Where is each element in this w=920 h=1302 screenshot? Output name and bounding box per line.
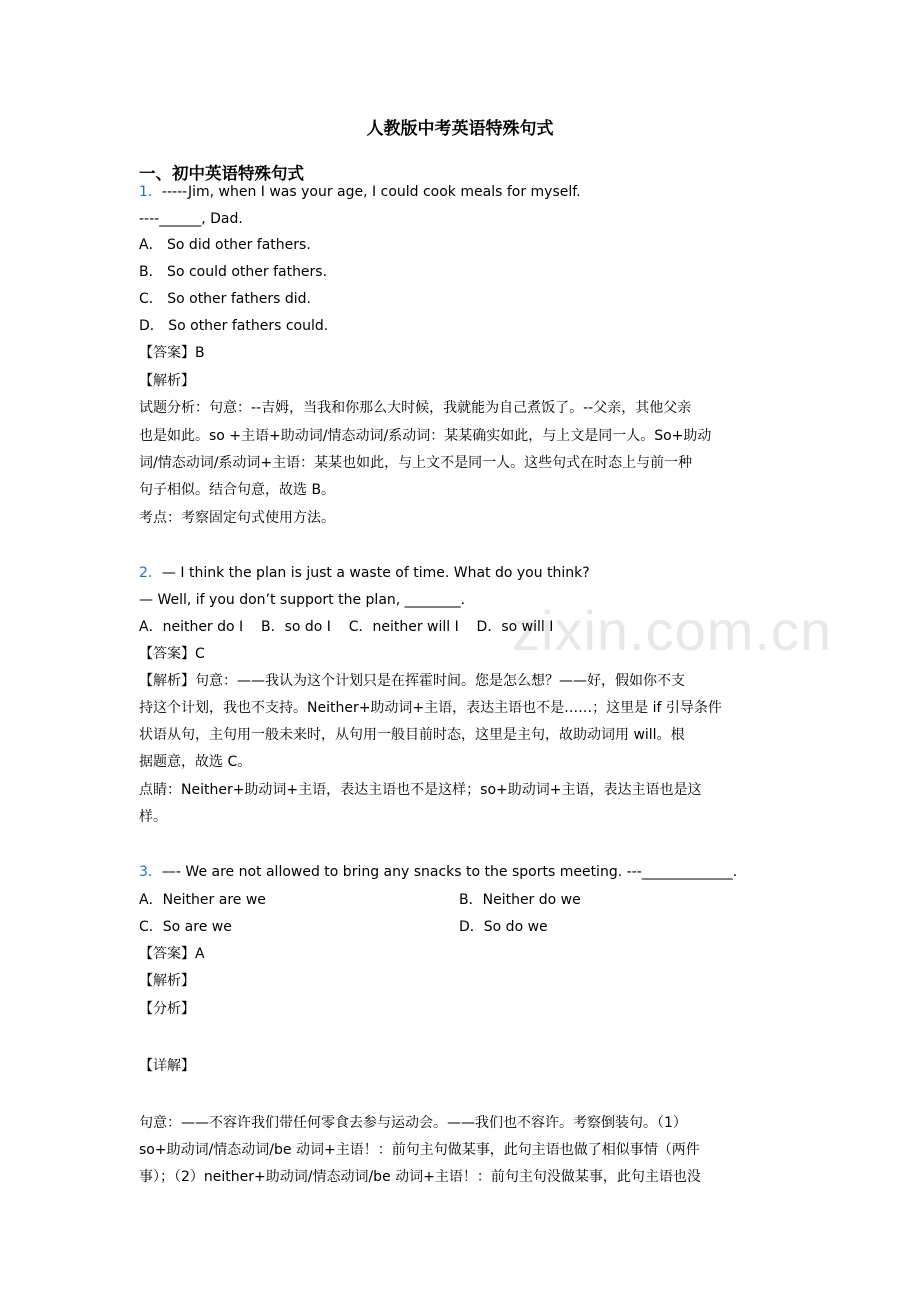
q3-detail-line: so+助动词/情态动词/be 动词+主语！：前句主句做某事，此句主语也做了相似事情（两件 bbox=[139, 1142, 700, 1158]
q2-stem: — I think the plan is just a waste of time. What do you think? bbox=[161, 565, 590, 581]
q3-number: 3． bbox=[139, 864, 162, 880]
q1-analysis-line: 考点：考察固定句式使用方法。 bbox=[139, 510, 335, 526]
document-title: 人教版中考英语特殊句式 bbox=[366, 119, 554, 139]
watermark: zixin.com.cn bbox=[512, 599, 833, 662]
q1-stem: -----Jim, when I was your age, I could cook meals for myself. bbox=[161, 184, 581, 200]
q1-stem-line bbox=[139, 182, 581, 202]
q2-analysis-line: 持这个计划，我也不支持。Neither+助动词+主语，表达主语也不是……；这里是 if 引导条件 bbox=[139, 700, 722, 716]
q3-option-d: D．So do we bbox=[459, 919, 548, 935]
q3-detail-line: 句意：——不容许我们带任何零食去参与运动会。——我们也不容许。考察倒装句。（1） bbox=[139, 1115, 687, 1131]
q2-reply: — Well, if you don’t support the plan, ________. bbox=[139, 592, 466, 608]
q3-option-a: A．Neither are we bbox=[139, 892, 266, 908]
q2-stem-line bbox=[139, 563, 590, 583]
q3-option-c: C．So are we bbox=[139, 919, 232, 935]
q1-option-c: C． So other fathers did. bbox=[139, 291, 311, 307]
q2-answer: 【答案】C bbox=[139, 646, 205, 662]
q3-answer: 【答案】A bbox=[139, 946, 205, 962]
q1-analysis-line: 试题分析：句意：--吉姆，当我和你那么大时候，我就能为自己煮饭了。--父亲，其他父亲 bbox=[139, 400, 692, 416]
q1-analysis-label: 【解析】 bbox=[139, 373, 195, 389]
q1-option-a: A． So did other fathers. bbox=[139, 237, 311, 253]
q2-analysis-line: 状语从句，主句用一般未来时，从句用一般目前时态，这里是主句，故助动词用 will。根 bbox=[139, 727, 685, 743]
q2-analysis-line: 【解析】句意：——我认为这个计划只是在挥霍时间。您是怎么想？——好，假如你不支 bbox=[139, 673, 685, 689]
q1-option-b: B． So could other fathers. bbox=[139, 264, 328, 280]
q1-answer: 【答案】B bbox=[139, 345, 205, 361]
q3-fenxi-label: 【分析】 bbox=[139, 1001, 195, 1017]
q3-analysis-label: 【解析】 bbox=[139, 973, 195, 989]
q2-analysis-line: 点睛：Neither+助动词+主语，表达主语也不是这样；so+助动词+主语，表达主语也是这 bbox=[139, 782, 702, 798]
q1-reply: ----______, Dad. bbox=[139, 211, 243, 227]
q2-analysis-line: 据题意，故选 C。 bbox=[139, 754, 252, 770]
q2-options: A．neither do I B．so do I C．neither will I D．so will I bbox=[139, 619, 554, 635]
q3-detail-line: 事）；（2）neither+助动词/情态动词/be 动词+主语！：前句主句没做某事，此句主语也没 bbox=[139, 1169, 701, 1185]
q1-number: 1． bbox=[139, 184, 162, 200]
q3-option-b: B．Neither do we bbox=[459, 892, 581, 908]
q2-number: 2． bbox=[139, 565, 162, 581]
q3-stem: —- We are not allowed to bring any snacks to the sports meeting. ---_____________. bbox=[161, 864, 738, 880]
q3-stem-line bbox=[139, 862, 737, 882]
section-heading: 一、初中英语特殊句式 bbox=[139, 164, 304, 183]
q1-option-d: D． So other fathers could. bbox=[139, 318, 329, 334]
q1-analysis-line: 也是如此。so +主语+助动词/情态动词/系动词：某某确实如此，与上文是同一人。So+助动 bbox=[139, 428, 712, 444]
q3-detail-label: 【详解】 bbox=[139, 1058, 195, 1074]
q1-analysis-line: 词/情态动词/系动词+主语：某某也如此，与上文不是同一人。这些句式在时态上与前一种 bbox=[139, 455, 693, 471]
q2-analysis-line: 样。 bbox=[139, 809, 167, 825]
q1-analysis-line: 句子相似。结合句意，故选 B。 bbox=[139, 482, 336, 498]
